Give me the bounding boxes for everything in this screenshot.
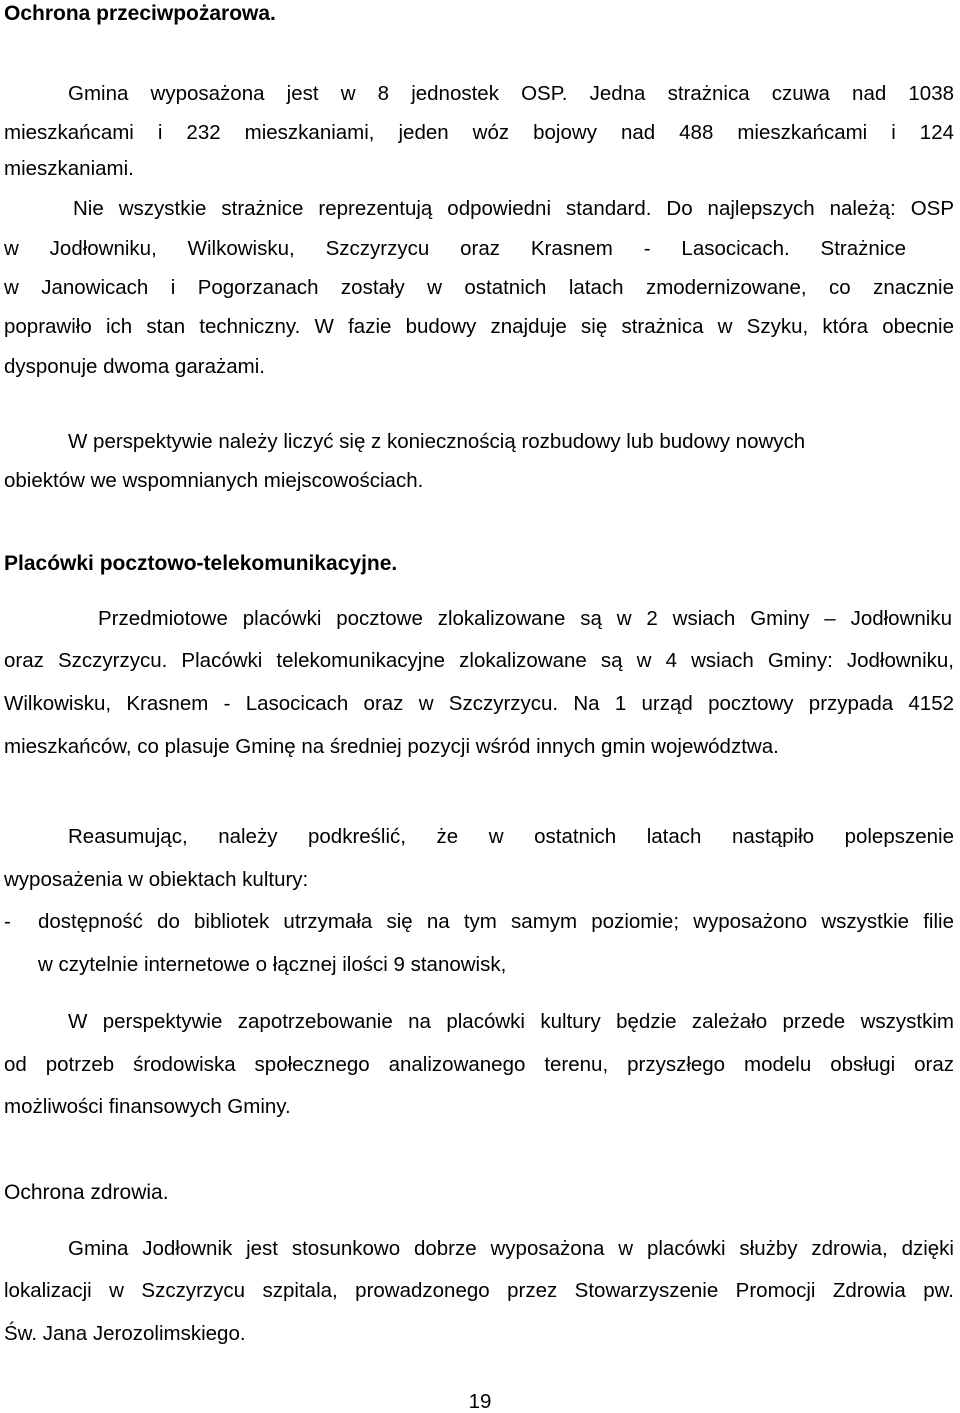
paragraph-line: możliwości finansowych Gminy. bbox=[4, 1095, 291, 1118]
paragraph-line: Gmina wyposażona jest w 8 jednostek OSP. Jedna strażnica czuwa nad 1038 bbox=[68, 82, 954, 105]
heading-post-telecom: Placówki pocztowo-telekomunikacyjne. bbox=[4, 552, 398, 575]
paragraph-line: Wilkowisku, Krasnem - Lasocicach oraz w Szczyrzycu. Na 1 urząd pocztowy przypada 4152 bbox=[4, 692, 954, 715]
paragraph-line: lokalizacji w Szczyrzycu szpitala, prowadzonego przez Stowarzyszenie Promocji Zdrowia pw. bbox=[4, 1279, 954, 1302]
paragraph-line: od potrzeb środowiska społecznego analizowanego terenu, przyszłego modelu obsługi oraz bbox=[4, 1053, 954, 1076]
paragraph-line: w Jodłowniku, Wilkowisku, Szczyrzycu oraz Krasnem - Lasocicach. Strażnice bbox=[4, 237, 906, 260]
paragraph-line: Św. Jana Jerozolimskiego. bbox=[4, 1322, 246, 1345]
paragraph-line: W perspektywie zapotrzebowanie na placówki kultury będzie zależało przede wszystkim bbox=[68, 1010, 954, 1033]
paragraph-line: Przedmiotowe placówki pocztowe zlokalizowane są w 2 wsiach Gminy – Jodłowniku bbox=[98, 607, 952, 630]
list-item-line: w czytelnie internetowe o łącznej ilości 9 stanowisk, bbox=[38, 953, 507, 976]
list-item-line: dostępność do bibliotek utrzymała się na tym samym poziomie; wyposażono wszystkie filie bbox=[38, 910, 954, 933]
paragraph-line: Reasumując, należy podkreślić, że w ostatnich latach nastąpiło polepszenie bbox=[68, 825, 954, 848]
paragraph-line: W perspektywie należy liczyć się z koniecznością rozbudowy lub budowy nowych bbox=[68, 430, 806, 453]
paragraph-line: wyposażenia w obiektach kultury: bbox=[4, 868, 309, 891]
list-bullet: - bbox=[4, 910, 11, 933]
paragraph-line: mieszkańcami i 232 mieszkaniami, jeden wóz bojowy nad 488 mieszkańcami i 124 bbox=[4, 121, 954, 144]
paragraph-line: Nie wszystkie strażnice reprezentują odpowiedni standard. Do najlepszych należą: OSP bbox=[73, 197, 954, 220]
paragraph-line: oraz Szczyrzycu. Placówki telekomunikacyjne zlokalizowane są w 4 wsiach Gminy: Jodłowniku, bbox=[4, 649, 954, 672]
paragraph-line: mieszkaniami. bbox=[4, 157, 134, 180]
page-number: 19 bbox=[468, 1390, 492, 1413]
paragraph-line: w Janowicach i Pogorzanach zostały w ostatnich latach zmodernizowane, co znacznie bbox=[4, 276, 954, 299]
paragraph-line: obiektów we wspomnianych miejscowościach. bbox=[4, 469, 424, 492]
heading-fire-protection: Ochrona przeciwpożarowa. bbox=[4, 2, 276, 25]
paragraph-line: mieszkańców, co plasuje Gminę na średniej pozycji wśród innych gmin województwa. bbox=[4, 735, 779, 758]
paragraph-line: poprawiło ich stan techniczny. W fazie budowy znajduje się strażnica w Szyku, która obecnie bbox=[4, 315, 954, 338]
heading-health: Ochrona zdrowia. bbox=[4, 1181, 169, 1204]
paragraph-line: dysponuje dwoma garażami. bbox=[4, 355, 265, 378]
paragraph-line: Gmina Jodłownik jest stosunkowo dobrze wyposażona w placówki służby zdrowia, dzięki bbox=[68, 1237, 954, 1260]
